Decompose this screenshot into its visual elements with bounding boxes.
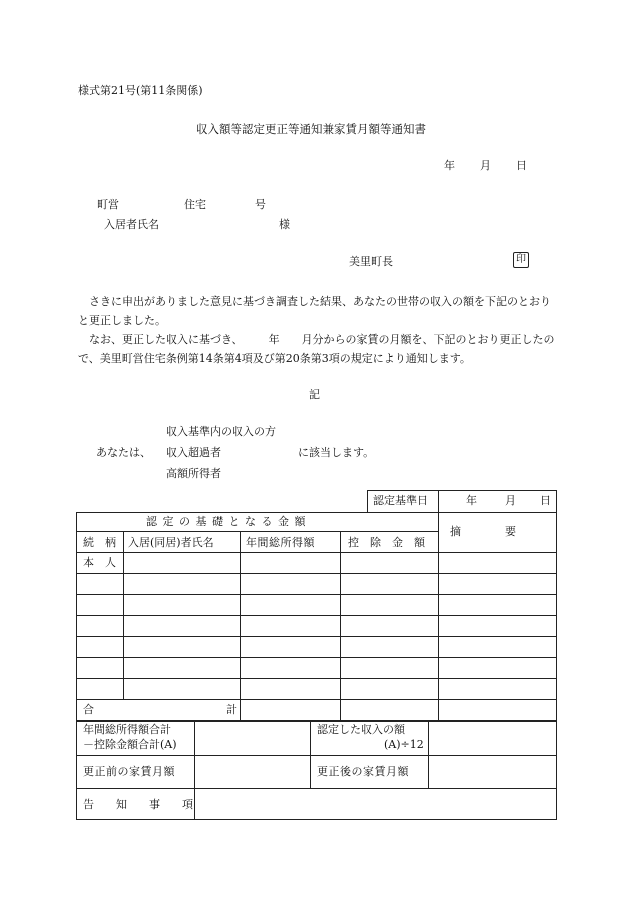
body-p2-part2: 月分からの家賃の月額を、下記のとおり更正したので、美里町営住宅条例第14条第4項及び第20条第3項の規定により通知します。 <box>78 333 555 365</box>
date-year: 年 <box>444 159 455 172</box>
body-paragraph-2 <box>78 330 556 368</box>
body-p2-part1: なお、更正した収入に基づき、 <box>89 333 243 346</box>
address-housing: 住宅 <box>184 198 206 211</box>
base-date-month: 月 <box>505 494 516 507</box>
notice-label: 告 知 事 項 <box>83 798 193 811</box>
honorific: 様 <box>279 218 290 231</box>
total-left: 合 <box>83 703 94 716</box>
category-option-excess: 収入超過者 <box>166 446 221 459</box>
date-month: 月 <box>480 159 491 172</box>
body-p2-year: 年 <box>268 333 280 346</box>
sender-name: 美里町長 <box>349 255 393 268</box>
col-annual-income: 年間総所得額 <box>246 536 315 549</box>
recognized-label-1: 認定した収入の額 <box>317 723 405 736</box>
col-resident-name: 入居(同居)者氏名 <box>128 536 214 549</box>
category-suffix: に該当します。 <box>298 446 375 459</box>
total-right: 計 <box>226 703 237 716</box>
body-paragraph-1: さきに申出がありました意見に基づき調査した結果、あなたの世帯の収入の額を下記のとおりと更正しました。 <box>78 295 551 327</box>
group-header: 認 定 の 基 礎 と な る 金 額 <box>146 515 307 528</box>
address-town: 町営 <box>97 198 119 211</box>
form-number: 様式第21号(第11条関係) <box>78 84 203 97</box>
resident-name-label: 入居者氏名 <box>104 218 159 231</box>
rent-after-label: 更正後の家賃月額 <box>317 765 409 778</box>
recognized-label-2: (A)÷12 <box>384 738 424 751</box>
col-relation: 続 柄 <box>83 536 116 549</box>
base-date-year: 年 <box>466 494 477 507</box>
base-date-day: 日 <box>540 494 551 507</box>
row-self-relation: 本 人 <box>83 556 116 569</box>
calc-label-1: 年間総所得額合計 <box>83 723 171 736</box>
category-option-high: 高額所得者 <box>166 467 221 480</box>
base-date-label: 認定基準日 <box>373 494 428 507</box>
ki-heading: 記 <box>309 388 320 401</box>
col-deduction: 控 除 金 額 <box>348 536 425 549</box>
date-day: 日 <box>516 159 527 172</box>
remarks-header: 摘 要 <box>450 525 516 538</box>
category-you-are: あなたは、 <box>96 446 151 459</box>
address-number: 号 <box>255 198 266 211</box>
rent-before-label: 更正前の家賃月額 <box>83 765 175 778</box>
calc-label-2: －控除金額合計(A) <box>83 738 177 751</box>
category-option-within: 収入基準内の収入の方 <box>166 425 276 438</box>
document-title: 収入額等認定更正等通知兼家賃月額等通知書 <box>196 122 426 136</box>
seal-mark: 印 <box>513 252 529 268</box>
